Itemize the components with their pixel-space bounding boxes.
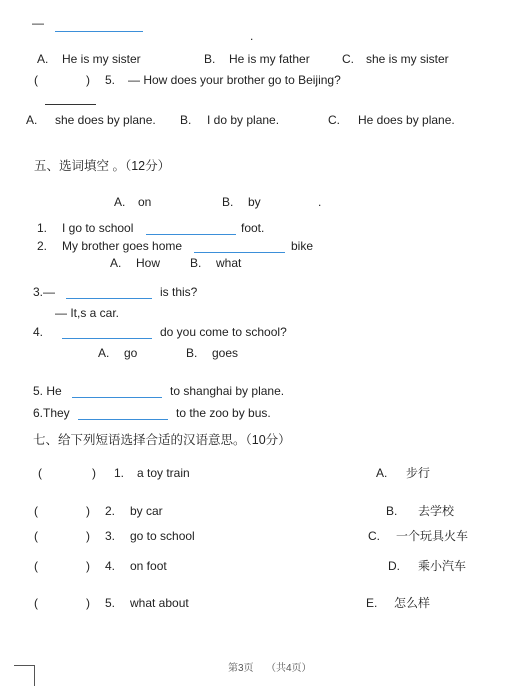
option-letter: B. [386,504,398,518]
option-text: He is my father [229,52,310,66]
paren-close[interactable]: ) [92,466,96,480]
option-letter: A. [26,113,38,127]
question-number: 5. [105,596,116,610]
option-text: she does by plane. [55,113,156,127]
question-number: 4. [33,325,44,339]
option-letter: A. [98,346,110,360]
dot-mark: . [250,29,254,43]
option-text: what [216,256,242,270]
option-text: I do by plane. [207,113,280,127]
option-text: He does by plane. [358,113,455,127]
paren-open[interactable]: ( [34,73,38,87]
option-text: How [136,256,161,270]
question-number: 4. [105,559,116,573]
answer-blank[interactable] [194,252,285,253]
meaning-text: 乘小汽车 [418,559,467,573]
question-text: to the zoo by bus. [176,406,271,420]
meaning-text: 一个玩具火车 [396,529,469,543]
option-letter: C. [368,529,380,543]
question-number: 3.— [33,285,56,299]
option-letter: C. [342,52,354,66]
option-letter: A. [114,195,126,209]
paren-close[interactable]: ) [86,596,90,610]
option-text: by [248,195,261,209]
option-text: go [124,346,138,360]
meaning-text: 怎么样 [394,596,431,610]
answer-blank[interactable] [78,419,168,420]
page-total: （共4页） [266,663,312,674]
option-letter: B. [190,256,202,270]
answer-blank[interactable] [62,338,152,339]
option-letter: A. [376,466,388,480]
question-text: bike [291,239,314,253]
question-text: I go to school [62,221,134,235]
question-number: 2. [37,239,48,253]
paren-open[interactable]: ( [34,559,38,573]
question-text: My brother goes home [62,239,183,253]
question-text: 6.They [33,406,70,420]
question-number: 3. [105,529,116,543]
option-letter: B. [222,195,234,209]
answer-blank[interactable] [72,397,162,398]
phrase-text: go to school [130,529,195,543]
phrase-text: what about [130,596,189,610]
paren-close[interactable]: ) [86,529,90,543]
option-text: she is my sister [366,52,449,66]
page-number: 第3页 [228,663,254,674]
answer-blank[interactable] [55,31,143,32]
answer-text: — It,s a car. [55,306,120,320]
option-text: goes [212,346,239,360]
paren-open[interactable]: ( [38,466,42,480]
answer-blank[interactable] [66,298,152,299]
question-text: is this? [160,285,198,299]
section-title: 五、选词填空 。（12分） [34,159,171,173]
question-number: 5. [105,73,116,87]
question-number: 1. [114,466,125,480]
option-letter: B. [180,113,192,127]
question-text: — How does your brother go to Beijing? [128,73,341,87]
section-title: 七、给下列短语选择合适的汉语意思。（10分） [33,433,291,447]
option-letter: A. [37,52,49,66]
question-text: foot. [241,221,265,235]
option-text: on [138,195,152,209]
paren-close[interactable]: ) [86,504,90,518]
option-letter: C. [328,113,340,127]
option-letter: E. [366,596,378,610]
question-number: 2. [105,504,116,518]
dot-mark: . [318,195,322,209]
phrase-text: on foot [130,559,167,573]
answer-blank[interactable] [45,104,96,105]
phrase-text: by car [130,504,163,518]
phrase-text: a toy train [137,466,190,480]
option-letter: A. [110,256,122,270]
paren-close[interactable]: ) [86,559,90,573]
option-letter: B. [204,52,216,66]
meaning-text: 步行 [406,466,431,480]
question-text: do you come to school? [160,325,287,339]
option-letter: D. [388,559,400,573]
answer-blank[interactable] [146,234,236,235]
question-text: to shanghai by plane. [170,384,285,398]
page-corner-mark [14,665,35,686]
dash-mark: — [32,16,44,30]
paren-close[interactable]: ) [86,73,90,87]
option-letter: B. [186,346,198,360]
paren-open[interactable]: ( [34,504,38,518]
paren-open[interactable]: ( [34,596,38,610]
paren-open[interactable]: ( [34,529,38,543]
option-text: He is my sister [62,52,141,66]
question-text: 5. He [33,384,62,398]
question-number: 1. [37,221,48,235]
meaning-text: 去学校 [418,504,455,518]
